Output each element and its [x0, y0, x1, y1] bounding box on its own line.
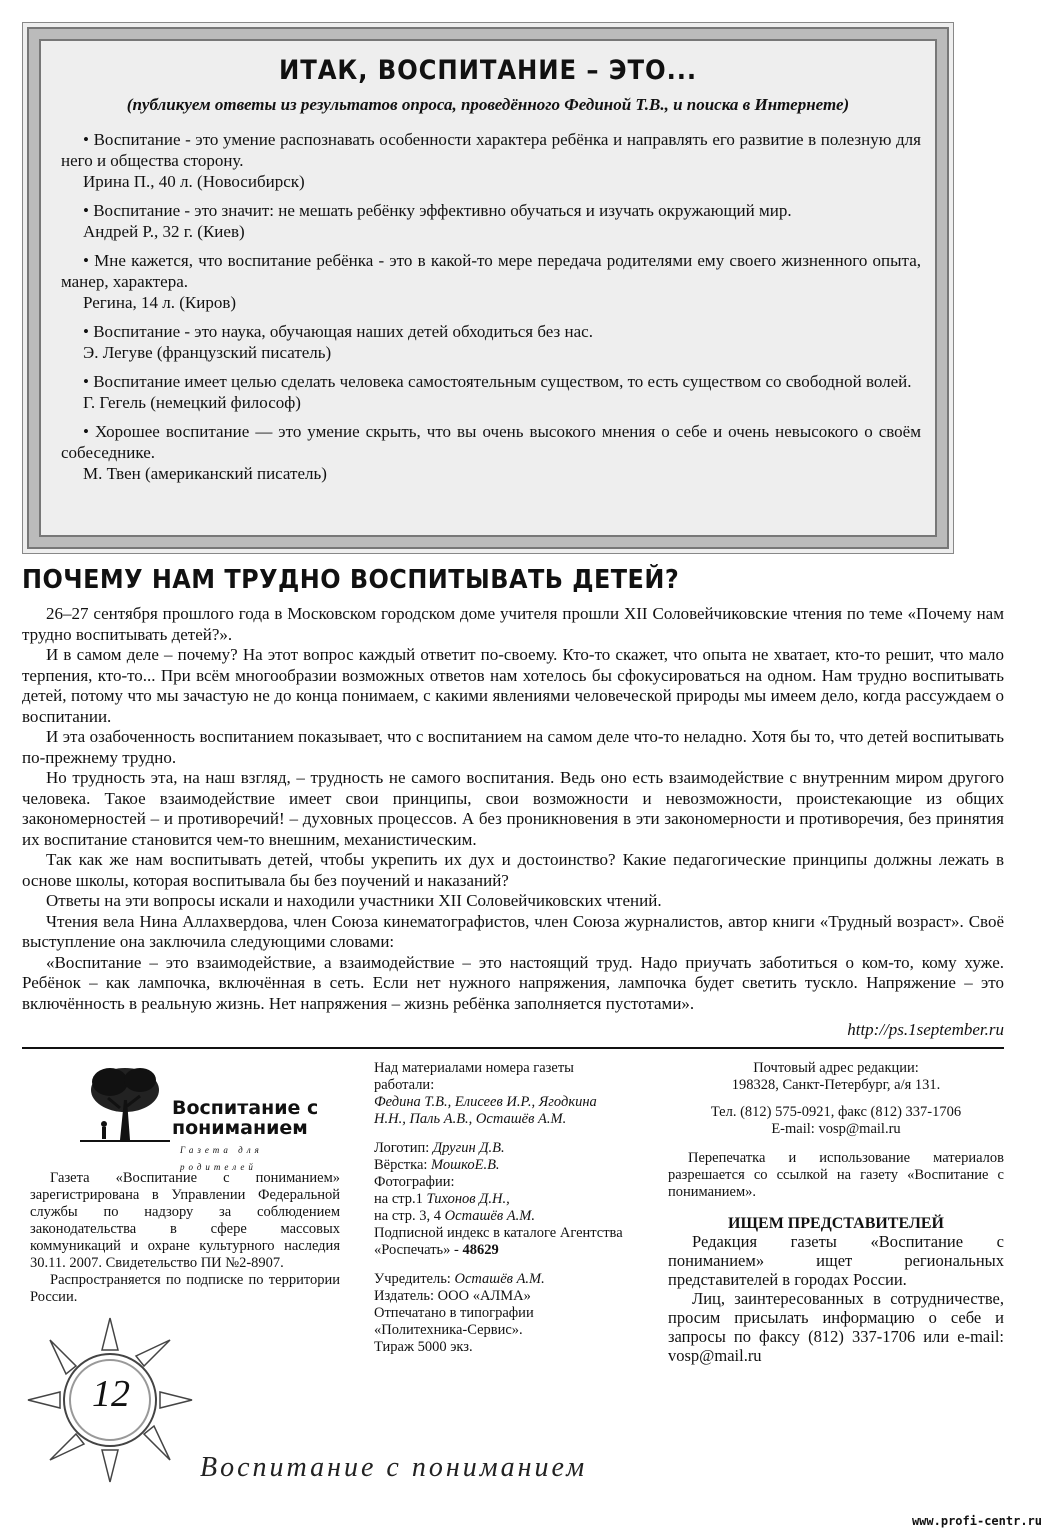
address: 198328, Санкт-Петербург, а/я 131. — [731, 1077, 941, 1093]
photos-page-2: на стр. 3, 4 — [374, 1208, 442, 1224]
tree-icon — [70, 1060, 170, 1152]
watermark-url: www.profi-centr.ru — [911, 1514, 1042, 1528]
article-paragraph: Но трудность эта, на наш взгляд, – трудность не самого воспитания. Ведь оно есть взаимодействие с внутренним миром другого человека. Такое взаимодействие имеет свои принципы, свои возможности и невозможности, проистекающие из общих закономерностей – и противоречий! – духовных процессов. А без проникновения в эти закономерности и противоречия, без принятия их воспитание становится чем-то внешним, механистическим. — [22, 768, 1004, 849]
quote-item — [61, 421, 921, 484]
founder-name: Осташёв А.М. — [454, 1271, 545, 1287]
quote-text: • Мне кажется, что воспитание ребёнка - это в какой-то мере передача родителями ему своего жизненного опыта, манер, характера. — [61, 251, 921, 291]
contacts — [668, 1104, 1004, 1138]
quote-text: • Воспитание имеет целью сделать человека самостоятельным существом, то есть существом со свободной волей. — [83, 372, 912, 391]
quote-item — [61, 321, 921, 363]
printing-house: Отпечатано в типографии «Политехника-Сервис». — [374, 1305, 534, 1338]
quote-item — [61, 200, 921, 242]
quote-item — [61, 250, 921, 313]
divider — [22, 1047, 1004, 1049]
quote-text: • Воспитание - это значит: не мешать ребёнку эффективно обучаться и изучать окружающий мир. — [83, 201, 792, 220]
representatives-text — [668, 1232, 1004, 1365]
representatives-title: ИЩЕМ ПРЕДСТАВИТЕЛЕЙ — [728, 1215, 944, 1232]
box-title: ИТАК, ВОСПИТАНИЕ – ЭТО... — [279, 55, 697, 86]
quote-box-content — [47, 47, 929, 529]
box-subtitle: (публикуем ответы из результатов опроса, проведённого Фединой Т.В., и поиска в Интернете) — [126, 95, 850, 114]
quote-item — [61, 129, 921, 192]
quote-text: • Воспитание - это наука, обучающая наших детей обходиться без нас. — [83, 322, 593, 341]
email[interactable]: E-mail: vosp@mail.ru — [771, 1121, 901, 1137]
quote-item — [61, 371, 921, 413]
article-title: ПОЧЕМУ НАМ ТРУДНО ВОСПИТЫВАТЬ ДЕТЕЙ? — [22, 565, 680, 595]
newspaper-logo — [30, 1060, 340, 1172]
footer-col-1 — [30, 1060, 340, 1306]
quote-author: Г. Гегель (немецкий философ) — [83, 393, 301, 412]
article-source-link[interactable]: http://ps.1september.ru — [847, 1020, 1004, 1039]
layout-credit-label: Вёрстка: — [374, 1157, 428, 1173]
logo-credit-label: Логотип: — [374, 1140, 430, 1156]
reps-paragraph: Редакция газеты «Воспитание с пониманием» ищет региональных представителей в городах России. — [668, 1232, 1004, 1289]
quote-author: Ирина П., 40 л. (Новосибирск) — [83, 172, 305, 191]
quote-author: Э. Легуве (французский писатель) — [83, 343, 332, 362]
logo-tagline: Газета для родителей — [180, 1145, 263, 1172]
photos-author-1: Тихонов Д.Н., — [426, 1191, 510, 1207]
article-paragraph: И в самом деле – почему? На этот вопрос каждый ответит по-своему. Кто-то скажет, что опыта не хватает, кто-то решит, что мало терпения, кто-то... При всём многообразии возможных ответов нам хотелось бы сфокусироваться на одном. Нам трудно воспитывать детей, потому что мы зачастую не до конца понимаем, с какими явлениями человеческой природы мы имеем дело, когда рассуждаем о воспитании. — [22, 645, 1004, 726]
quote-author: Андрей Р., 32 г. (Киев) — [83, 222, 245, 241]
registration-info — [30, 1170, 340, 1306]
registration-text: Газета «Воспитание с пониманием» зарегистрирована в Управлении Федеральной службы по надзору за соблюдением законодательства в сфере массовых коммуникаций и охране культурного наследия 30.11. 2007. Свидетельство ПИ №2-8907. — [30, 1170, 340, 1271]
logo-text — [172, 1098, 318, 1138]
layout-credit: МошкоЕ.В. — [431, 1157, 500, 1173]
quote-author: Регина, 14 л. (Киров) — [83, 293, 237, 312]
photos-author-2: Осташёв А.М. — [444, 1208, 535, 1224]
quote-author: М. Твен (американский писатель) — [83, 464, 327, 483]
staff-label: Над материалами номера газеты работали: — [374, 1060, 574, 1093]
quote-text: • Воспитание - это умение распознавать особенности характера ребёнка и направлять его развитие в полезную для него и общества сторону. — [61, 130, 921, 170]
logo-credit: Другин Д.В. — [432, 1140, 505, 1156]
phone-fax: Тел. (812) 575-0921, факс (812) 337-1706 — [710, 1104, 962, 1120]
photos-page-1: на стр.1 — [374, 1191, 423, 1207]
footer-col-2 — [374, 1060, 624, 1368]
subscription-index-number: 48629 — [462, 1242, 499, 1258]
page-number: 12 — [92, 1373, 130, 1415]
publisher: Издатель: ООО «АЛМА» — [374, 1288, 531, 1304]
reps-paragraph: Лиц, заинтересованных в сотрудничестве, просим присылать информацию о себе и запросы по факсу (812) 337-1706 или e-mail: vosp@mail.ru — [668, 1289, 1004, 1365]
address-label: Почтовый адрес редакции: — [753, 1060, 919, 1076]
logo-line-2: пониманием — [172, 1117, 308, 1139]
subscription-index-text: Подписной индекс в каталоге Агентства «Роспечать» - — [374, 1225, 623, 1258]
article-paragraph: Чтения вела Нина Аллахвердова, член Союза кинематографистов, член Союза журналистов, автор книги «Трудный возраст». Своё выступление она заключила следующими словами: — [22, 911, 1004, 951]
staff-block — [374, 1060, 624, 1128]
running-footer: Воспитание с пониманием — [200, 1452, 588, 1483]
reprint-notice: Перепечатка и использование материалов разрешается со ссылкой на газету «Воспитание с пониманием». — [668, 1150, 1004, 1200]
staff-names: Федина Т.В., Елисеев И.Р., Ягодкина Н.Н., Паль А.В., Осташёв А.М. — [374, 1094, 597, 1127]
article-paragraph: 26–27 сентября прошлого года в Московском городском доме учителя прошли XII Соловейчиковские чтения по теме «Почему нам трудно воспитывать детей?». — [22, 604, 1004, 644]
quote-text: • Хорошее воспитание — это умение скрыть, что вы очень высокого мнения о себе и очень невысокого о своём собеседнике. — [61, 422, 921, 462]
photos-label: Фотографии: — [374, 1174, 455, 1190]
credits-block — [374, 1140, 624, 1259]
circulation: Тираж 5000 экз. — [374, 1339, 473, 1355]
logo-line-1: Воспитание с — [172, 1097, 319, 1119]
publisher-block — [374, 1271, 624, 1356]
footer-col-3 — [668, 1060, 1004, 1365]
article-paragraph: Ответы на эти вопросы искали и находили участники XII Соловейчиковских чтений. — [46, 891, 662, 910]
quotes-list — [61, 129, 921, 492]
founder-label: Учредитель: — [374, 1271, 451, 1287]
postal-address — [668, 1060, 1004, 1094]
distribution-text: Распространяется по подписке по территории России. — [30, 1272, 340, 1305]
article-body — [22, 604, 1004, 1014]
article-paragraph: Так как же нам воспитывать детей, чтобы укрепить их дух и достоинство? Какие педагогические принципы должны лежать в основе школы, которая воспитывала бы без поучений и наказаний? — [22, 850, 1004, 890]
quote-box — [22, 22, 954, 554]
article-paragraph: И эта озабоченность воспитанием показывает, что с воспитанием на самом деле что-то неладно. Хотя бы то, что детей воспитывать по-прежнему трудно. — [22, 727, 1004, 767]
article-paragraph: «Воспитание – это взаимодействие, а взаимодействие – это настоящий труд. Надо приучать заботиться о ком-то, кому хуже. Ребёнок – как лампочка, включённая в сеть. Если нет нужного напряжения, лампочка будет светить тускло. Напряжение – это включённость в реальную жизнь. Нет напряжения – жизнь ребёнка заполняется пустотами». — [22, 952, 1004, 1013]
